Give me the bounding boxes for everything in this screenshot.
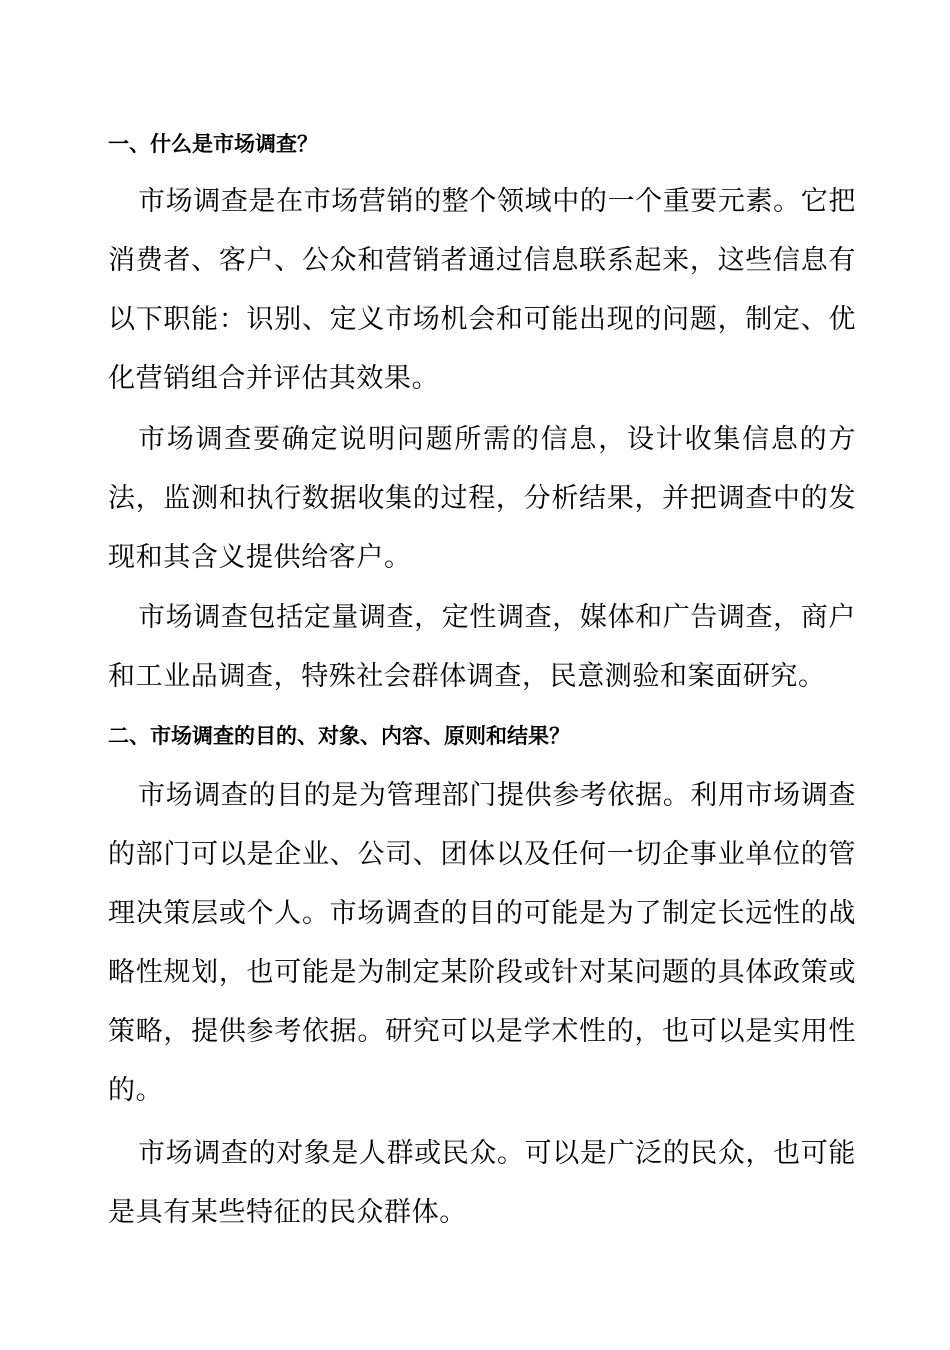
section-2-paragraph-1: 市场调查的目的是为管理部门提供参考依据。利用市场调查的部门可以是企业、公司、团体以及任何一切企事业单位的管理决策层或个人。市场调查的目的可能是为了制定长远性的战略性规划，也可能是为制定某阶段或针对某问题的具体政策或策略，提供参考依据。研究可以是学术性的，也可以是实用性的。 <box>108 780 856 1106</box>
section-2-paragraph-2: 市场调查的对象是人群或民众。可以是广泛的民众，也可能是具有某些特征的民众群体。 <box>108 1138 856 1228</box>
section-1-paragraph-2: 市场调查要确定说明问题所需的信息，设计收集信息的方法，监测和执行数据收集的过程，分析结果，并把调查中的发现和其含义提供给客户。 <box>108 424 856 573</box>
section-1-paragraph-1: 市场调查是在市场营销的整个领域中的一个重要元素。它把消费者、客户、公众和营销者通过信息联系起来，这些信息有以下职能：识别、定义市场机会和可能出现的问题，制定、优化营销组合并评估其效果。 <box>108 186 856 394</box>
section-2-heading: 二、市场调查的目的、对象、内容、原则和结果？ <box>108 724 570 748</box>
section-1-paragraph-3: 市场调查包括定量调查，定性调查，媒体和广告调查，商户和工业品调查，特殊社会群体调查，民意测验和案面研究。 <box>108 602 856 692</box>
section-1-heading: 一、什么是市场调查？ <box>108 132 318 156</box>
